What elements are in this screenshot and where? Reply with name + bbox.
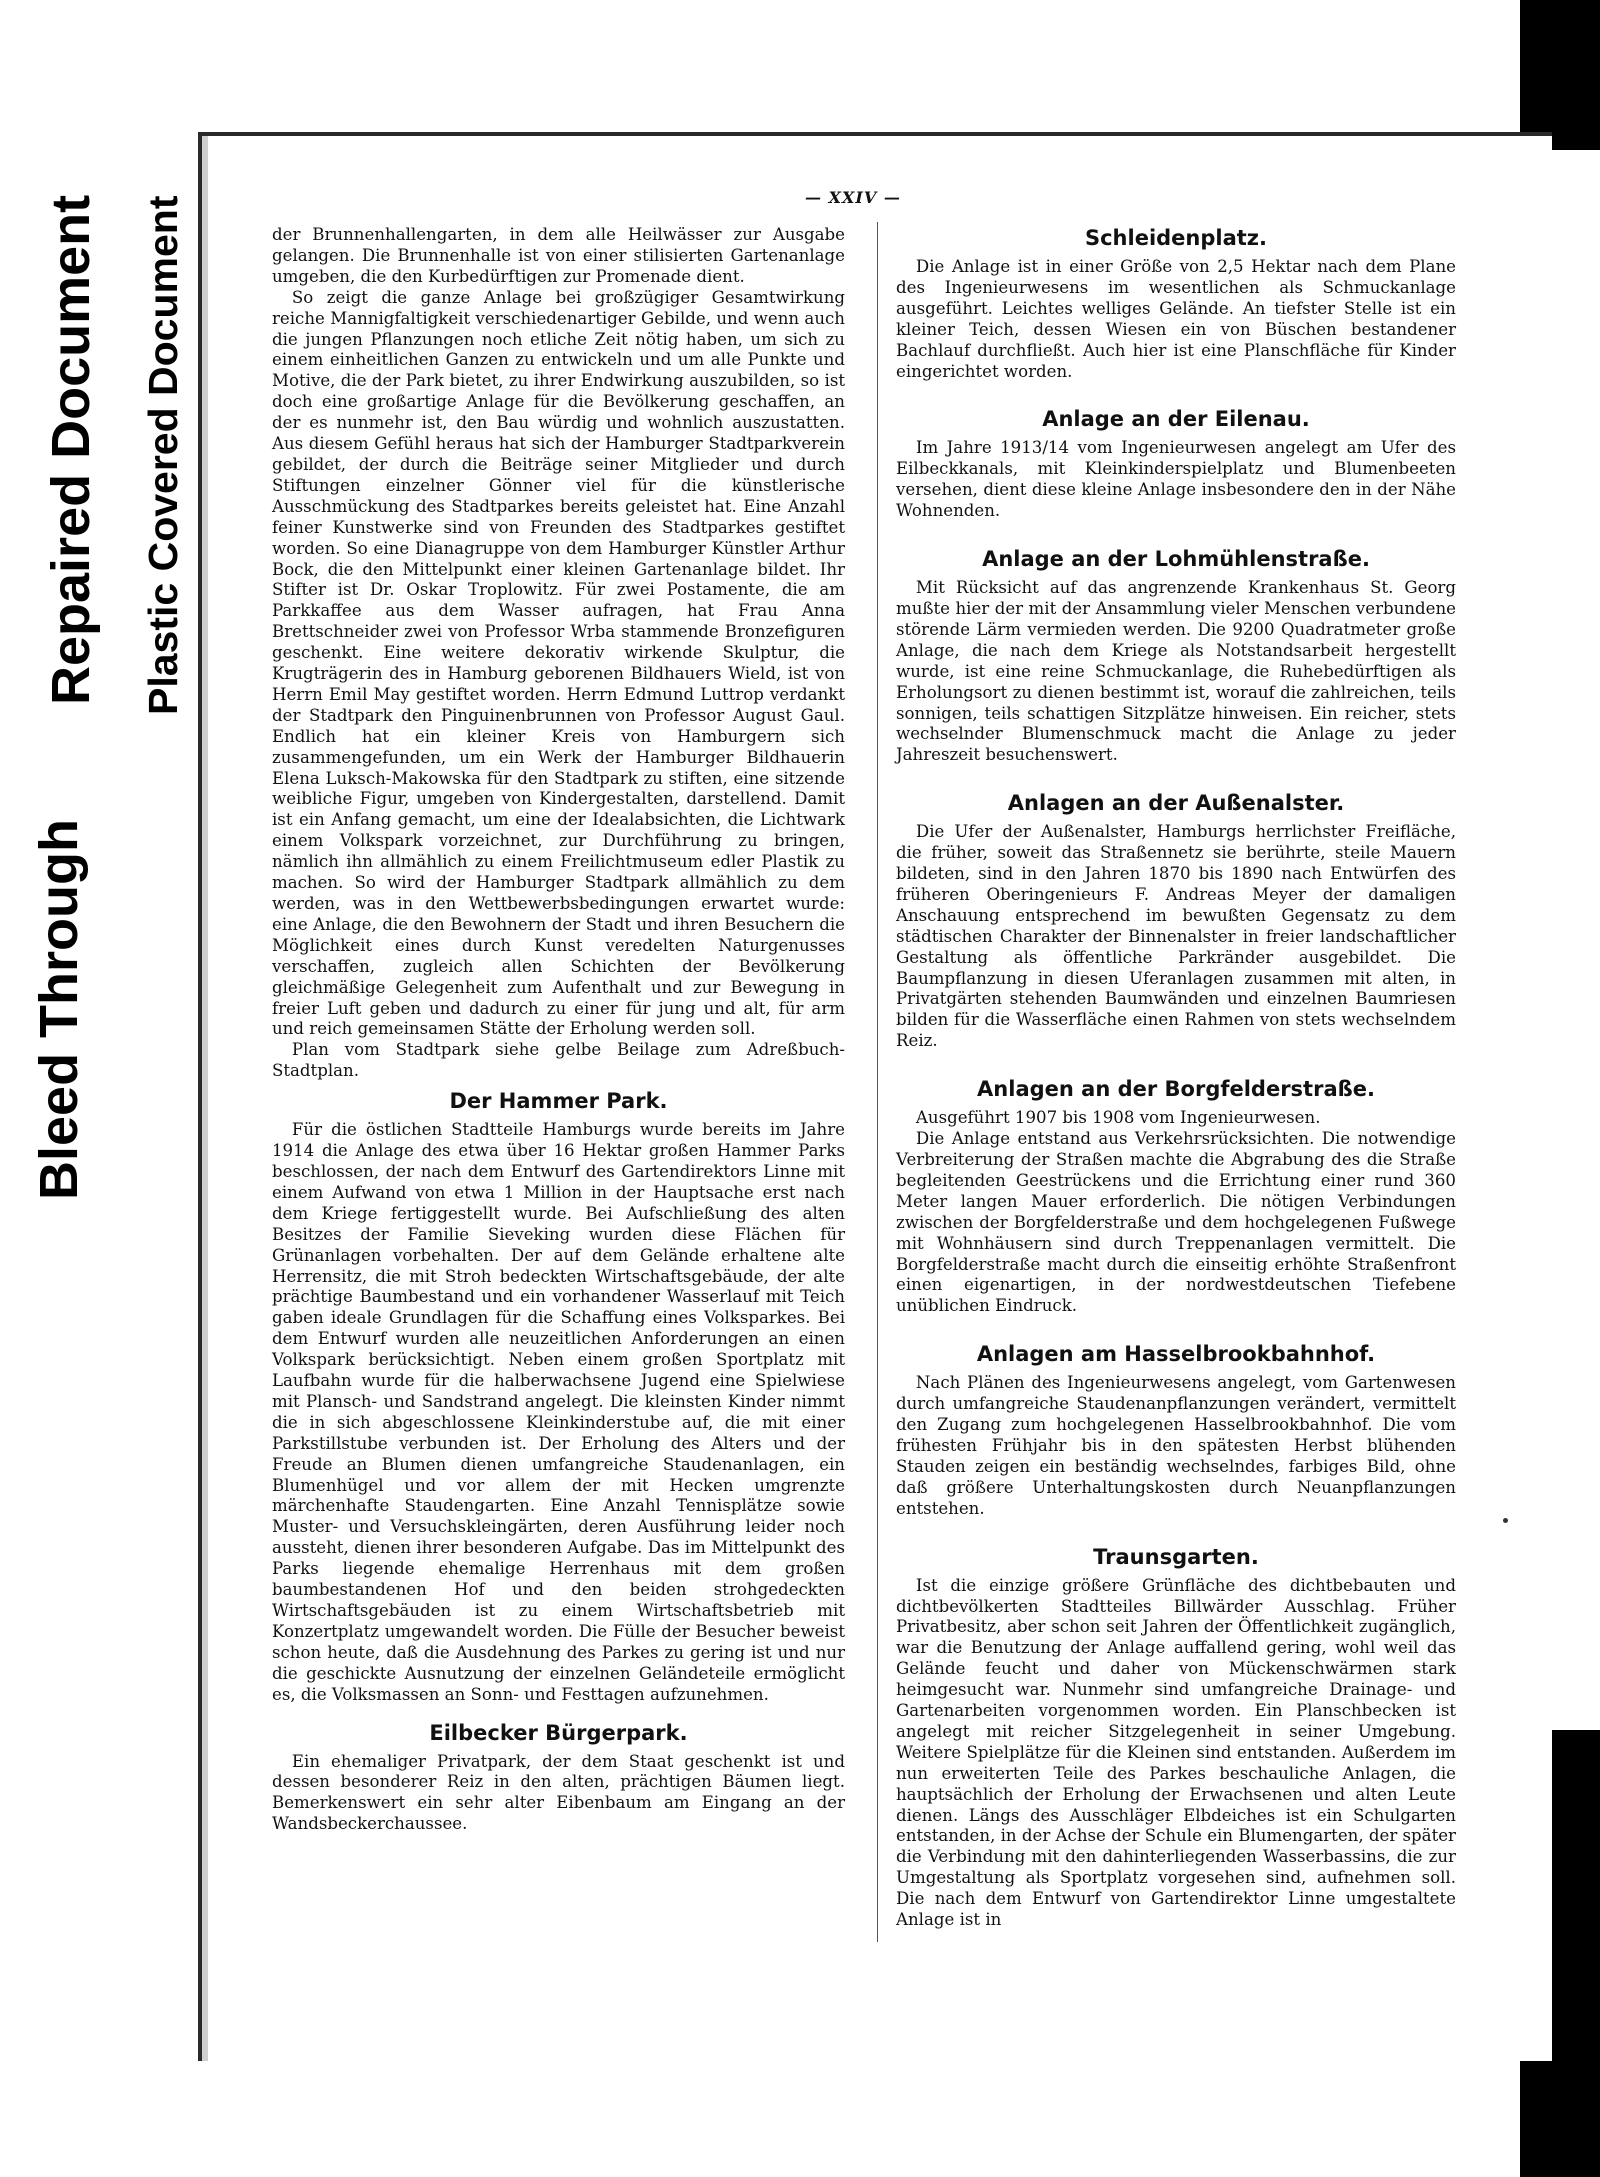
paragraph: So zeigt die ganze Anlage bei großzügiger Gesamtwirkung reiche Mannigfaltigkeit verschiedenartiger Gebilde, und wenn auch die jungen Pflanzungen noch etliche Zeit nötig haben, um sich zu einem einheitlichen Ganzen zu entwickeln und um alle Punkte und Motive, die der Park bietet, zu ihrer Endwirkung auszubilden, so ist doch eine großartige Anlage für die Bevölkerung geschaffen, an der es nunmehr ist, den Bau würdig und wohnlich auszustatten. Aus diesem Gefühl heraus hat sich der Hamburger Stadtparkverein gebildet, der durch die Beiträge seiner Mitglieder und durch Stiftungen einzelner Gönner viel für die künstlerische Ausschmückung des Stadtparkes bereits geleistet hat. Eine Anzahl feiner Kunstwerke sind von Freunden des Stadtparkes gestiftet worden. So eine Dianagruppe von dem Hamburger Künstler Arthur Bock, die den Mittelpunkt einer kleinen Gartenanlage bildet. Ihr Stifter ist Dr. Oskar Troplowitz. Für zwei Postamente, die am Parkkaffee aus dem Wasser aufragen, hat Frau Anna Brettschneider zwei von Professor Wrba stammende Bronzefiguren geschenkt. Eine weitere dekorativ wirkende Skulptur, die Krugträgerin des in Hamburg geborenen Bildhauers Wield, ist von Herrn Emil May gestiftet worden. Herrn Edmund Luttrop verdankt der Stadtpark den Pinguinenbrunnen von Professor August Gaul. Endlich hat ein kleiner Kreis von Hamburgern sich zusammengefunden, um ein Werk der Hamburger Bildhauerin Elena Luksch-Makowska für den Stadtpark zu stiften, eine sitzende weibliche Figur, umgeben von Kindergestalten, darstellend. Damit ist ein Anfang gemacht, um eine der Idealabsichten, die Lichtwark einem Volkspark vorzeichnet, zur Durchführung zu bringen, nämlich ihn allmählich zu einem Freilichtmuseum edler Plastik zu machen. So wird der Hamburger Stadtpark allmählich zu dem werden, was in den Wettbewerbsbedingungen erwartet wurde: eine Anlage, die den Bewohnern der Stadt und ihren Besuchern die Möglichkeit eines durch Kunst veredelten Naturgenusses verschaffen, zugleich allen Schichten der Bevölkerung gleichmäßige Gelegenheit zum Aufenthalt und zur Bewegung in freier Luft geben und dadurch zu einer für jung und alt, für arm und reich gemeinsamen Stätte der Erholung werden soll. — [272, 287, 845, 1039]
section-heading-schleidenplatz: Schleidenplatz. — [1084, 226, 1268, 250]
section-heading-traunsgarten: Traunsgarten. — [1093, 1544, 1259, 1569]
scan-label-bleed-through: Bleed Through — [29, 819, 89, 1200]
section-heading-hasselbrookbahnhof: Anlagen am Hasselbrookbahnhof. — [976, 1342, 1376, 1367]
ink-spot — [1503, 1518, 1508, 1523]
scan-label-repaired-document: Repaired Document — [41, 194, 101, 705]
scan-label-plastic-covered: Plastic Covered Document — [140, 195, 186, 715]
paragraph: Die Anlage ist in einer Größe von 2,5 Hektar nach dem Plane des Ingenieurwesens im wesentlichen als Schmuckanlage ausgeführt. Leichtes welliges Gelände. An tiefster Stelle ist ein kleiner Teich, dessen Wiesen ein von Büschen bestandener Bachlauf durchfließt. Auch hier ist eine Planschfläche für Kinder eingerichtet worden. — [896, 257, 1456, 381]
left-column — [272, 225, 845, 1835]
paragraph: Mit Rücksicht auf das angrenzende Krankenhaus St. Georg mußte hier der mit der Ansammlung vieler Menschen verbundene störende Lärm vermieden werden. Die 9200 Quadratmeter große Anlage, die nach dem Kriege als Notstandsarbeit hergestellt wurde, ist eine reine Schmuckanlage, die Ruhebedürftigen als Erholungsort zu dienen bestimmt ist, worauf die zahlreichen, teils sonnigen, teils schattigen Sitzplätze hinweisen. Ein reicher, stets wechselnder Blumenschmuck macht die Anlage zu jeder Jahreszeit besuchenswert. — [896, 578, 1456, 765]
paragraph: der Brunnenhallengarten, in dem alle Heilwässer zur Ausgabe gelangen. Die Brunnenhalle ist von einer stilisierten Gartenanlage umgeben, die den Kurbedürftigen zur Promenade dient. — [272, 225, 845, 286]
page-number: — XXIV — — [805, 188, 901, 207]
section-heading-hammer-park: Der Hammer Park. — [449, 1089, 668, 1114]
section-heading-eilbecker-buergerpark: Eilbecker Bürgerpark. — [429, 1720, 688, 1745]
paragraph: Ist die einzige größere Grünfläche des dichtbebauten und dichtbevölkerten Stadtteiles Billwärder Ausschlag. Früher Privatbesitz, aber schon seit Jahren der Öffentlichkeit zugänglich, war die Benutzung der Anlage auffallend gering, wohl weil das Gelände feucht und daher von Mückenschwärmen stark heimgesucht war. Nunmehr sind umfangreiche Drainage- und Gartenarbeiten vorgenommen worden. Ein Planschbecken ist angelegt mit reicher Sitzgelegenheit in seiner Umgebung. Weitere Spielplätze für die Kleinen sind entstanden. Außerdem im nun erweiterten Teile des Parkes beschauliche Anlagen, die hauptsächlich der Erholung der Erwachsenen und alten Leute dienen. Längs des Ausschläger Elbdeiches ist ein Schulgarten entstanden, in der Achse der Schule ein Blumengarten, der später die Verbindung mit den dahinterliegenden Wasserbassins, die zur Umgestaltung als Sportplatz vorgesehen sind, aufnehmen soll. Die nach dem Entwurf von Gartendirektor Linne umgestaltete Anlage ist in — [896, 1575, 1456, 1930]
paragraph: Ausgeführt 1907 bis 1908 vom Ingenieurwesen. — [915, 1108, 1321, 1128]
section-heading-aussenalster: Anlagen an der Außenalster. — [1007, 791, 1345, 816]
right-column — [896, 225, 1456, 1931]
paragraph: Nach Plänen des Ingenieurwesens angelegt, vom Gartenwesen durch umfangreiche Staudenanpflanzungen verändert, vermittelt den Zugang zum hochgelegenen Hasselbrookbahnhof. Die vom frühesten Frühjahr bis in den spätesten Herbst blühenden Stauden zeigen ein beständig wechselndes, farbiges Bild, ohne daß größere Unterhaltungskosten durch Neuanpflanzungen entstehen. — [896, 1373, 1456, 1518]
column-divider — [877, 222, 878, 1942]
paragraph: Plan vom Stadtpark siehe gelbe Beilage zum Adreßbuch-Stadtplan. — [272, 1040, 845, 1081]
paragraph: Ein ehemaliger Privatpark, der dem Staat geschenkt ist und dessen besonderer Reiz in den alten, prächtigen Bäumen liegt. Bemerkenswert ein sehr alter Eibenbaum am Eingang an der Wandsbeckerchaussee. — [272, 1751, 845, 1834]
paragraph: Die Ufer der Außenalster, Hamburgs herrlichster Freifläche, die früher, soweit das Straßennetz sie berührte, steile Mauern bildeten, sind in den Jahren 1870 bis 1890 nach Entwürfen des früheren Oberingenieurs F. Andreas Meyer der damaligen Anschauung entsprechend im bewußten Gegensatz zu dem städtischen Charakter der Binnenalster in freier landschaftlicher Gestaltung als öffentliche Parkränder ausgebildet. Die Baumpflanzung in diesen Uferanlagen zusammen mit alten, in Privatgärten stehenden Baumwänden und einzelnen Baumriesen bilden für die Wasserfläche einen Rahmen von stets wechselndem Reiz. — [896, 822, 1456, 1051]
section-heading-eilenau: Anlage an der Eilenau. — [1042, 407, 1310, 432]
section-heading-lohmuehlenstrasse: Anlage an der Lohmühlenstraße. — [982, 547, 1370, 572]
paragraph: Für die östlichen Stadtteile Hamburgs wurde bereits im Jahre 1914 die Anlage des etwa über 16 Hektar großen Hammer Parks beschlossen, der nach dem Entwurf des Gartendirektors Linne mit einem Aufwand von etwa 1 Million in der Hauptsache erst nach dem Kriege fertiggestellt wurde. Bei Aufschließung des alten Besitzes der Familie Sieveking wurden diese Flächen für Grünanlagen vorbehalten. Der auf dem Gelände erhaltene alte Herrensitz, die mit Stroh bedeckten Wirtschaftsgebäude, der alte prächtige Baumbestand und ein vorhandener Wasserlauf mit Teich gaben ideale Grundlagen für die Schaffung eines Volksparkes. Bei dem Entwurf wurden alle neuzeitlichen Anforderungen an einen Volkspark berücksichtigt. Neben einem großen Sportplatz mit Laufbahn wurde für die halberwachsene Jugend eine Spielwiese mit Plansch- und Sandstrand angelegt. Die kleinsten Kinder nimmt die in sich abgeschlossene Kleinkinderstube auf, die mit einer Parkstillstube verbunden ist. Der Erholung des Alters und der Freude an Blumen dienen umfangreiche Staudenanlagen, ein Blumenhügel und vor allem der mit Hecken umgrenzte märchenhafte Staudengarten. Eine Anzahl Tennisplätze sowie Muster- und Versuchskleingärten, deren Ausführung leider noch aussteht, dienen ihrer besonderen Aufgabe. Das im Mittelpunkt des Parks liegende ehemalige Herrenhaus mit dem großen baumbestandenen Hof und den beiden strohgedeckten Wirtschaftsgebäuden ist zu einem Wirtschaftsbetrieb mit Konzertplatz umgewandelt worden. Die Fülle der Besucher beweist schon heute, daß die Ausdehnung des Parkes zu gering ist und nur die geschickte Ausnutzung der einzelnen Geländeteile ermöglicht es, die Volksmassen an Sonn- und Festtagen aufzunehmen. — [272, 1120, 845, 1704]
section-heading-borgfelderstrasse: Anlagen an der Borgfelderstraße. — [977, 1077, 1375, 1102]
paragraph: Im Jahre 1913/14 vom Ingenieurwesen angelegt am Ufer des Eilbeckkanals, mit Kleinkinderspielplatz und Blumenbeeten versehen, dient diese kleine Anlage insbesondere den in der Nähe Wohnenden. — [896, 438, 1456, 521]
paragraph: Die Anlage entstand aus Verkehrsrücksichten. Die notwendige Verbreiterung der Straßen machte die Abgrabung des die Straße begleitenden Geestrückens und die Errichtung einer rund 360 Meter langen Mauer erforderlich. Die nötigen Verbindungen zwischen der Borgfelderstraße und dem hochgelegenen Fußwege mit Wohnhäusern sind durch Treppenanlagen vermittelt. Die Borgfelderstraße macht durch die einseitig erhöhte Straßenfront einen eigenartigen, in der nordwestdeutschen Tiefebene unüblichen Eindruck. — [896, 1129, 1456, 1316]
